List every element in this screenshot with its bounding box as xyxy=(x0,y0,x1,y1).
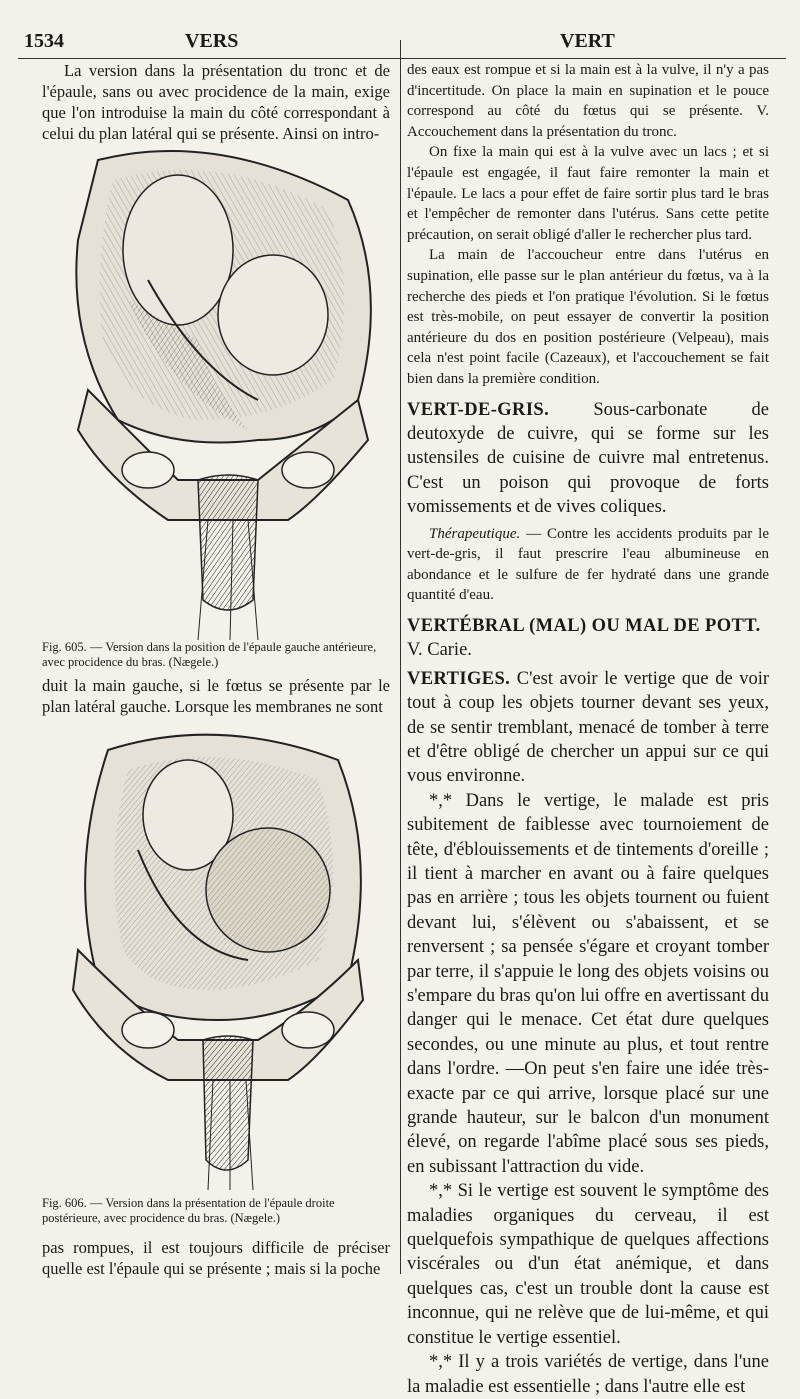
left-column xyxy=(42,60,390,144)
column-rule xyxy=(400,40,401,1274)
entry-head-vertebral: VERTÉBRAL (MAL) OU MAL DE POTT. xyxy=(407,615,761,636)
right-column xyxy=(407,60,769,1399)
vertiges-paragraph-4: *,* Il y a trois variétés de vertige, dans l'une la maladie est essentielle ; dans l'autre elle est xyxy=(407,1352,769,1397)
entry-body-vertiges: C'est avoir le vertige que de voir tout à coup les objets tourner devant ses yeux, de se sentir tremblant, menacé de tomber à terre et d'être obligé de chercher un appui sur ce qui vous environne. xyxy=(407,668,770,787)
left-running-head: VERS xyxy=(185,30,239,52)
right-paragraph-2: On fixe la main qui est à la vulve avec un lacs ; et si l'épaule est engagée, il faut faire remonter la main et l'épaule. Le lacs a pour effet de faire sortir plus tard le bras et l'empêcher de remonter dans l'utérus. Sans cette petite précaution, on serait obligé d'aller le rechercher plus tard. xyxy=(407,144,769,243)
page-number: 1534 xyxy=(24,30,64,52)
entry-head-vert-de-gris: VERT-DE-GRIS. xyxy=(407,399,550,420)
entry-body-vert-de-gris: Sous-carbonate de deutoxyde de cuivre, qui se forme sur les ustensiles de cuisine de cuivre mal entretenus. C'est un poison qui provoque de forts vomissements et de vives coliques. xyxy=(407,399,769,518)
figure-606-caption: Fig. 606. — Version dans la présentation de l'épaule droite postérieure, avec procidence du bras. (Nægele.) xyxy=(42,1196,335,1225)
entry-vert-de-gris xyxy=(407,398,769,520)
therapeutique-text: — Contre les accidents produits par le vert-de-gris, il faut prescrire l'eau albumineuse en abondance et le sulfure de fer hydraté dans une grande quantité d'eau. xyxy=(407,525,770,604)
figure-605 xyxy=(58,140,378,640)
vertiges-paragraph-2: *,* Dans le vertige, le malade est pris subitement de faiblesse avec tournoiement de tête, d'éblouissements et de tintements d'oreille ; il tient à marcher en avant ou à faire quelques pas en arrière ; tous les objets tournent ou fuient devant lui, s'élèvent ou s'abaissent, et se renversent ; sa pensée s'égare et croyant tomber par terre, il s'appuie le long des objets voisins ou s'empare du bras qu'on lui offre en avertissant du danger qui le menace. Cet état dure quelques secondes, ou une minute au plus, et tout rentre dans l'ordre. —On peut s'en faire une idée très-exacte par ce qui arrive, lorsque placé sur une grande hauteur, sur le balcon d'un monument élevé, on regarde l'abîme placé sous ses pieds, en subissant l'attraction du vide. xyxy=(407,790,769,1177)
entry-head-vertiges: VERTIGES. xyxy=(407,668,511,689)
entry-vertebral xyxy=(407,614,769,663)
right-paragraph-3: La main de l'accoucheur entre dans l'utérus en supination, elle passe sur le plan antérieur du fœtus, va à la recherche des pieds et l'on pratique l'évolution. Si le fœtus est très-mobile, on peut essayer de convertir la position antérieure du dos en position postérieure (Velpeau), mais cela n'est point facile (Cazeaux), et l'accouchement se fait bien dans la première condition. xyxy=(407,247,769,387)
vertiges-paragraph-3: *,* Si le vertige est souvent le symptôme des maladies organiques du cerveau, il est quelquefois sympathique de quelques affections viscérales ou d'un état anémique, et dans quelques cas, c'est un trouble dont la cause est inconnue, qui ne relève que de lui-même, et qui constitue le vertige essentiel. xyxy=(407,1181,769,1348)
left-middle-paragraph: duit la main gauche, si le fœtus se présente par le plan latéral gauche. Lorsque les membranes ne sont xyxy=(42,676,390,716)
entry-vertiges xyxy=(407,667,769,789)
right-running-head: VERT xyxy=(560,30,615,52)
figure-605-caption: Fig. 605. — Version dans la position de l'épaule gauche antérieure, avec procidence du bras. (Nægele.) xyxy=(42,640,377,669)
entry-body-vertebral: V. Carie. xyxy=(407,640,472,661)
left-bottom-paragraph: pas rompues, il est toujours difficile de préciser quelle est l'épaule qui se présente ; mais si la poche xyxy=(42,1238,390,1278)
right-paragraph-1: des eaux est rompue et si la main est à la vulve, il n'y a pas d'incertitude. On place la main en supination et le pouce correspond au côté du fœtus qui se présente. V. Accouchement dans la présentation du tronc. xyxy=(407,62,769,140)
header-rule xyxy=(18,58,786,59)
obstetric-engraving-1 xyxy=(58,140,378,640)
left-intro-paragraph: La version dans la présentation du tronc et de l'épaule, sans ou avec procidence de la main, exige que l'on introduise la main du côté correspondant à celui du plan latéral qui se présente. Ainsi on intro- xyxy=(42,61,390,143)
figure-606 xyxy=(58,720,378,1190)
obstetric-engraving-2 xyxy=(58,720,378,1190)
therapeutique-label: Thérapeutique. xyxy=(429,525,521,542)
therapeutique-paragraph xyxy=(407,524,769,606)
